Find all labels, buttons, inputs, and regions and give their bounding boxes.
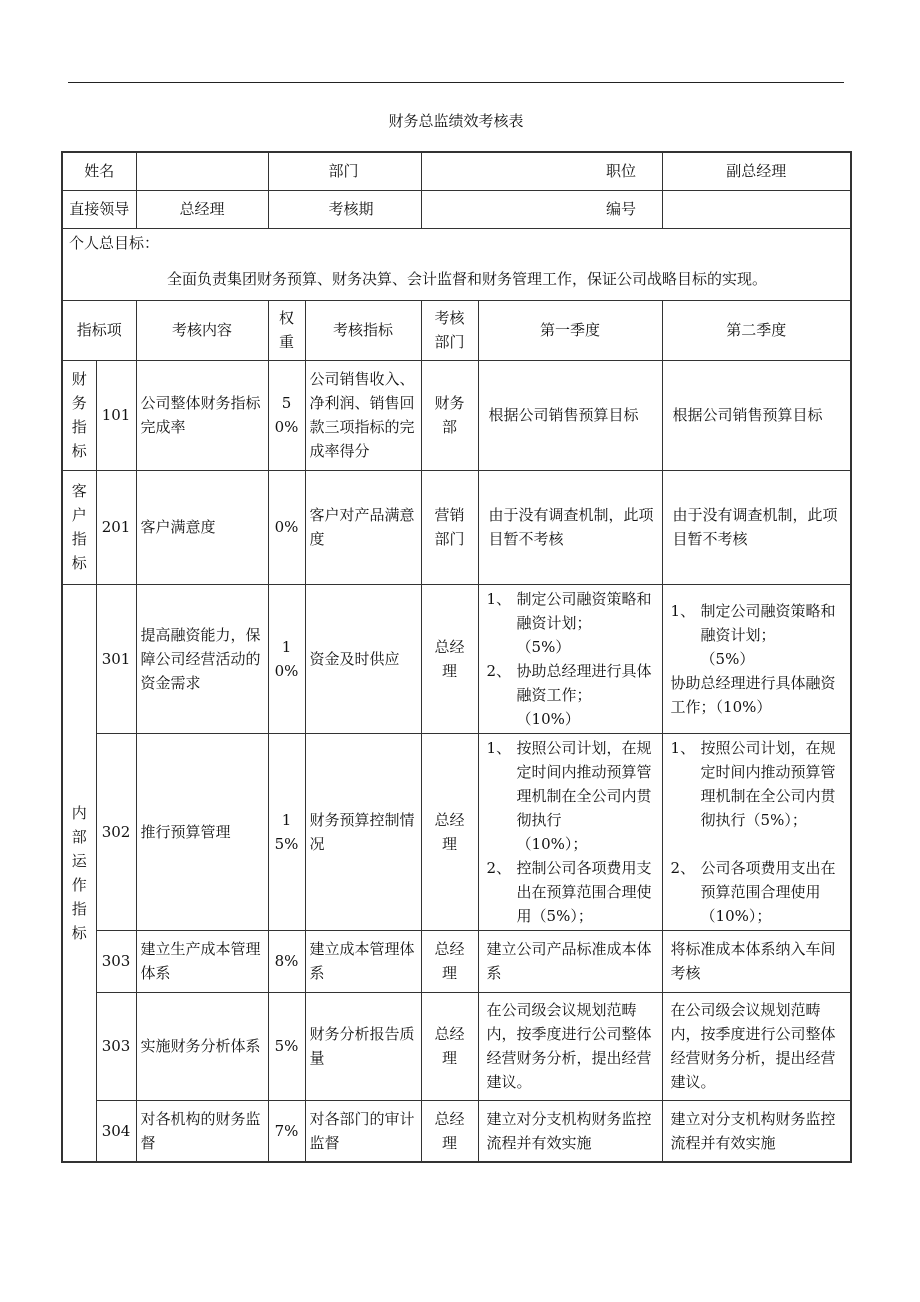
row-indicator: 对各部门的审计监督 [305,1100,421,1162]
goal-text: 全面负责集团财务预算、财务决算、会计监督和财务管理工作，保证公司战略目标的实现。 [167,269,768,288]
row-dept: 总经理 [421,930,478,992]
position-label: 职位 [606,162,637,181]
row-content: 对各机构的财务监督 [136,1100,268,1162]
row-code: 304 [96,1100,136,1162]
category-customer: 客户指标 [62,470,96,584]
leader-label: 直接领导 [62,190,136,228]
leader-value: 总经理 [136,190,268,228]
row-weight: 50% [268,360,305,470]
dept-field[interactable] [421,152,662,190]
row-dept: 营销部门 [421,470,478,584]
goal-label: 个人总目标： [69,233,160,252]
table-row [62,470,851,584]
row-q1: 根据公司销售预算目标 [478,360,662,470]
row-dept: 总经理 [421,733,478,930]
row-dept: 财务部 [421,360,478,470]
evaluation-table [61,151,852,1163]
header-rule [68,82,844,83]
row-content: 推行预算管理 [136,733,268,930]
category-internal: 内部运作指标 [62,584,96,1162]
table-row [62,733,851,930]
row-weight: 5% [268,992,305,1100]
item-number: 1、 [670,738,696,757]
row-q2: 建立对分支机构财务监控流程并有效实施 [662,1100,851,1162]
row-q1: 建立公司产品标准成本体系 [478,930,662,992]
item-number: 1、 [486,738,512,757]
row-code: 303 [96,930,136,992]
name-label: 姓名 [62,152,136,190]
row-q2 [662,584,851,733]
row-indicator: 建立成本管理体系 [305,930,421,992]
info-row-2 [62,190,851,228]
table-row [62,1100,851,1162]
item-weight: （10%）； [516,834,588,853]
table-row [62,930,851,992]
row-weight: 10% [268,584,305,733]
row-q2: 在公司级会议规划范畴内，按季度进行公司整体经营财务分析，提出经营建议。 [662,992,851,1100]
row-indicator: 财务分析报告质量 [305,992,421,1100]
row-content: 公司整体财务指标完成率 [136,360,268,470]
row-indicator: 公司销售收入、净利润、销售回款三项指标的完成率得分 [305,360,421,470]
row-dept: 总经理 [421,584,478,733]
row-content: 建立生产成本管理体系 [136,930,268,992]
row-dept: 总经理 [421,1100,478,1162]
row-weight: 15% [268,733,305,930]
row-indicator: 财务预算控制情况 [305,733,421,930]
header-row [62,300,851,360]
item-text: 公司各项费用支出在预算范围合理使用（10%）； [700,858,836,925]
period-value [426,197,585,221]
goal-row [62,228,851,300]
category-finance: 财务指标 [62,360,96,470]
position-value: 副总经理 [662,152,851,190]
info-row-1 [62,152,851,190]
row-q1 [478,733,662,930]
name-field[interactable] [136,152,268,190]
row-content: 实施财务分析体系 [136,992,268,1100]
row-q1 [478,584,662,733]
item-text: 协助总经理进行具体融资工作； [516,661,652,704]
row-weight: 7% [268,1100,305,1162]
item-number: 2、 [670,858,696,877]
row-code: 302 [96,733,136,930]
item-text: 制定公司融资策略和融资计划； [516,589,652,632]
dept-label: 部门 [268,152,421,190]
code-label: 编号 [606,200,637,218]
header-dept: 考核部门 [421,300,478,360]
row-code: 201 [96,470,136,584]
item-weight: （5%） [700,649,755,668]
item-text: 协助总经理进行具体融资工作；（10%） [670,673,836,716]
header-weight: 权重 [268,300,305,360]
item-text: 制定公司融资策略和融资计划； [700,601,836,644]
item-weight: （5%） [516,637,571,656]
dept-value [426,159,585,183]
header-q1: 第一季度 [478,300,662,360]
item-text: 按照公司计划，在规定时间内推动预算管理机制在全公司内贯彻执行 [516,738,652,829]
code-field[interactable] [662,190,851,228]
row-q1: 在公司级会议规划范畴内，按季度进行公司整体经营财务分析，提出经营建议。 [478,992,662,1100]
row-code: 301 [96,584,136,733]
item-weight: （10%） [516,709,580,728]
row-weight: 8% [268,930,305,992]
row-indicator: 客户对产品满意度 [305,470,421,584]
period-field[interactable] [421,190,662,228]
row-dept: 总经理 [421,992,478,1100]
header-indicator: 考核指标 [305,300,421,360]
row-q1: 由于没有调查机制，此项目暂不考核 [478,470,662,584]
item-number: 1、 [670,601,696,620]
document-title: 财务总监绩效考核表 [388,112,524,130]
table-row [62,360,851,470]
row-q2 [662,733,851,930]
item-text: 按照公司计划，在规定时间内推动预算管理机制在全公司内贯彻执行（5%）； [700,738,836,829]
row-q2: 将标准成本体系纳入车间考核 [662,930,851,992]
row-q2: 根据公司销售预算目标 [662,360,851,470]
item-number: 2、 [486,661,512,680]
row-q2: 由于没有调查机制，此项目暂不考核 [662,470,851,584]
row-content: 提高融资能力，保障公司经营活动的资金需求 [136,584,268,733]
table-row [62,992,851,1100]
row-content: 客户满意度 [136,470,268,584]
row-weight: 0% [268,470,305,584]
period-label: 考核期 [268,190,421,228]
row-code: 101 [96,360,136,470]
row-indicator: 资金及时供应 [305,584,421,733]
header-item: 指标项 [62,300,136,360]
table-row [62,584,851,733]
item-number: 1、 [486,589,512,608]
item-text: 控制公司各项费用支出在预算范围合理使用（5%）； [516,858,652,925]
header-content: 考核内容 [136,300,268,360]
header-q2: 第二季度 [662,300,851,360]
item-number: 2、 [486,858,512,877]
row-code: 303 [96,992,136,1100]
row-q1: 建立对分支机构财务监控流程并有效实施 [478,1100,662,1162]
